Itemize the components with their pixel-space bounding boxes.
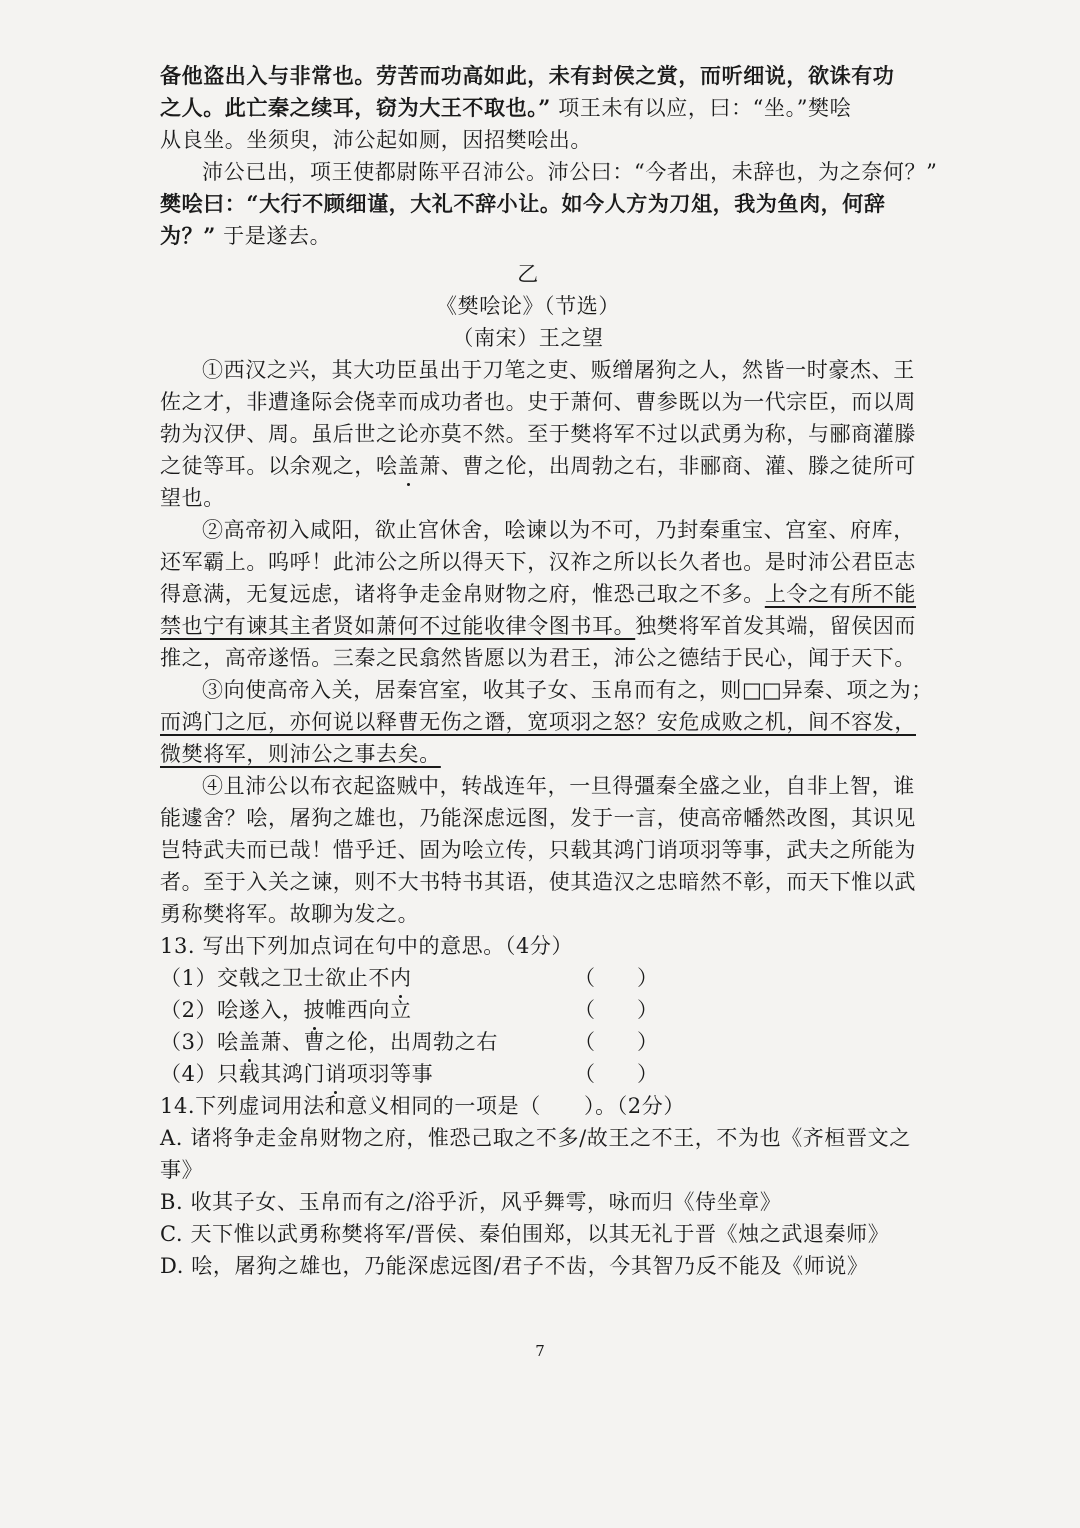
para1-line-4-post: 萧、曹之伦，出周勃之右，非郦商、灌、滕之徒所可	[419, 454, 917, 478]
para2-line-3-pre: 得意满，无复远虑，诸将争走金帛财物之府，惟恐己取之不多。	[160, 582, 765, 606]
para1-line-5: 望也。	[160, 486, 225, 510]
q14-option-b[interactable]: B. 收其子女、玉帛而有之/浴乎沂，风乎舞雩，咏而归《侍坐章》	[160, 1190, 782, 1214]
para1-line-1: ①西汉之兴，其大功臣虽出于刀笔之吏、贩缯屠狗之人，然皆一时豪杰、王	[202, 358, 915, 382]
missing-chars-boxes: □□	[742, 678, 782, 702]
q14-option-a-line-2: 事》	[160, 1158, 204, 1182]
page-number: 7	[535, 1342, 545, 1360]
page-content	[160, 60, 938, 1282]
q13-item-4-post: 项羽等事	[346, 1062, 434, 1086]
para2-line-2: 还军霸上。呜呼！此沛公之所以得天下，汉祚之所以长久者也。是时沛公君臣志	[160, 550, 916, 574]
para4-line-3: 岂特武夫而已哉！惜乎迁、固为哙立传，只载其鸿门诮项羽等事，武夫之所能为	[160, 838, 916, 862]
q13-stem: 13. 写出下列加点词在句中的意思。（4分）	[160, 934, 574, 958]
para1-line-4-pre: 之徒等耳。以余观之，哙	[160, 454, 398, 478]
para2-line-3	[160, 578, 917, 610]
para3-line-2	[160, 706, 916, 738]
section-label: 乙	[517, 262, 539, 286]
jia-p2-line-3-bold: 为？”	[160, 223, 216, 248]
para3-line-3	[160, 738, 896, 770]
para3-line-1-pre: ③向使高帝入关，居秦宫室，收其子女、玉帛而有之，则	[202, 678, 742, 702]
q13-item-3-text	[160, 1026, 574, 1058]
q14-option-d[interactable]: D. 哙，屠狗之雄也，乃能深虑远图/君子不齿，今其智乃反不能及《师说》	[160, 1254, 869, 1278]
q13-item-2	[160, 994, 896, 1026]
q13-item-1-pre: （1）交戟之卫士欲止不	[160, 966, 390, 990]
dotted-word-pi: 披	[304, 994, 326, 1026]
para3-line-1-post: 异秦、项之为；	[781, 678, 933, 702]
para4-line-4: 者。至于入关之谏，则不大书特书其语，使其造汉之忠暗然不彰，而天下惟以武	[160, 870, 916, 894]
q13-item-1-text	[160, 962, 574, 994]
q13-item-4	[160, 1058, 896, 1090]
para2-line-4	[160, 610, 917, 642]
jia-line-3: 从良坐。坐须臾，沛公起如厕，因招樊哙出。	[160, 128, 592, 152]
underlined-sentence-b-cont: 微樊将军，则沛公之事去矣。	[160, 742, 441, 766]
q14-option-c[interactable]: C. 天下惟以武勇称樊将军/晋侯、秦伯围郑，以其无礼于晋《烛之武退秦师》	[160, 1222, 890, 1246]
para4-line-5: 勇称樊将军。故聊为发之。	[160, 902, 420, 926]
q13-item-4-text	[160, 1058, 574, 1090]
answer-blank-4[interactable]: （ ）	[574, 1062, 658, 1086]
jia-line-1: 备他盗出入与非常也。劳苦而功高如此，未有封侯之赏，而听细说，欲诛有功	[160, 63, 895, 88]
answer-blank-2[interactable]: （ ）	[574, 998, 658, 1022]
underlined-sentence-a: 上令之有所不能	[764, 582, 917, 606]
q13-item-3-pre: （3）哙	[160, 1030, 239, 1054]
q13-item-1	[160, 962, 896, 994]
jia-line-2-bold: 之人。此亡秦之续耳，窃为大王不取也。”	[160, 95, 551, 120]
para2-line-5: 推之，高帝遂悟。三秦之民翕然皆愿以为君王，沛公之德结于民心，闻于天下。	[160, 646, 916, 670]
para2-line-4-post: 独樊将军首发其端，留侯因而	[635, 614, 917, 638]
q13-item-2-text	[160, 994, 574, 1026]
jia-p2-line-3	[160, 220, 896, 252]
dotted-word-qiao: 诮	[325, 1058, 347, 1090]
para1-line-4	[160, 450, 917, 482]
q13-item-3-post: 萧、曹之伦，出周勃之右	[260, 1030, 498, 1054]
para4-line-2: 能遽舍？哙，屠狗之雄也，乃能深虑远图，发于一言，使高帝幡然改图，其识见	[160, 806, 916, 830]
q14-option-a-line-1[interactable]: A. 诸将争走金帛财物之府，惟恐己取之不多/故王之不王，不为也《齐桓晋文之	[160, 1126, 911, 1150]
q13-item-4-pre: （4）只载其鸿门	[160, 1062, 326, 1086]
answer-blank-3[interactable]: （ ）	[574, 1030, 658, 1054]
jia-p2-line-3-tail: 于是遂去。	[223, 224, 332, 248]
jia-p2-line-2: 樊哙曰：“大行不顾细谨，大礼不辞小让。如今人方为刀俎，我为鱼肉，何辞	[160, 191, 886, 216]
q13-item-2-post: 帷西向立	[325, 998, 412, 1022]
dotted-word-gai-q: 盖	[239, 1026, 261, 1058]
para3-line-1	[160, 674, 933, 706]
dotted-word-nei: 内	[390, 962, 412, 994]
para2-line-1: ②高帝初入咸阳，欲止宫休舍，哙谏以为不可，乃封秦重宝、宫室、府库，	[202, 518, 915, 542]
underlined-sentence-a-cont: 禁也宁有谏其主者贤如萧何不过能收律令图书耳。	[160, 614, 636, 638]
answer-blank-1[interactable]: （ ）	[574, 966, 658, 990]
jia-line-2	[160, 92, 896, 124]
underlined-sentence-b: 而鸿门之厄，亦何说以释曹无伤之谮，宽项羽之怒？安危成败之机，间不容发，	[160, 710, 916, 734]
passage-title: 《樊哙论》（节选）	[436, 294, 620, 318]
para1-line-2: 佐之才，非遭逢际会侥幸而成功者也。史于萧何、曹参既以为一代宗臣，而以周	[160, 390, 916, 414]
jia-line-2-tail: 项王未有以应，曰：“坐。”樊哙	[558, 96, 852, 120]
passage-author: （南宋）王之望	[452, 326, 604, 350]
q14-stem: 14.下列虚词用法和意义相同的一项是（ ）。（2分）	[160, 1094, 685, 1118]
q13-item-2-pre: （2）哙遂入，	[160, 998, 304, 1022]
dotted-word-gai: 盖	[398, 450, 420, 482]
para1-line-3: 勃为汉伊、周。虽后世之论亦莫不然。至于樊将军不过以武勇为称，与郦商灌滕	[160, 422, 916, 446]
para4-line-1: ④且沛公以布衣起盗贼中，转战连年，一旦得彊秦全盛之业，自非上智，谁	[202, 774, 915, 798]
jia-p2-line-1: 沛公已出，项王使都尉陈平召沛公。沛公曰：“今者出，未辞也，为之奈何？”	[202, 160, 938, 184]
q13-item-3	[160, 1026, 896, 1058]
